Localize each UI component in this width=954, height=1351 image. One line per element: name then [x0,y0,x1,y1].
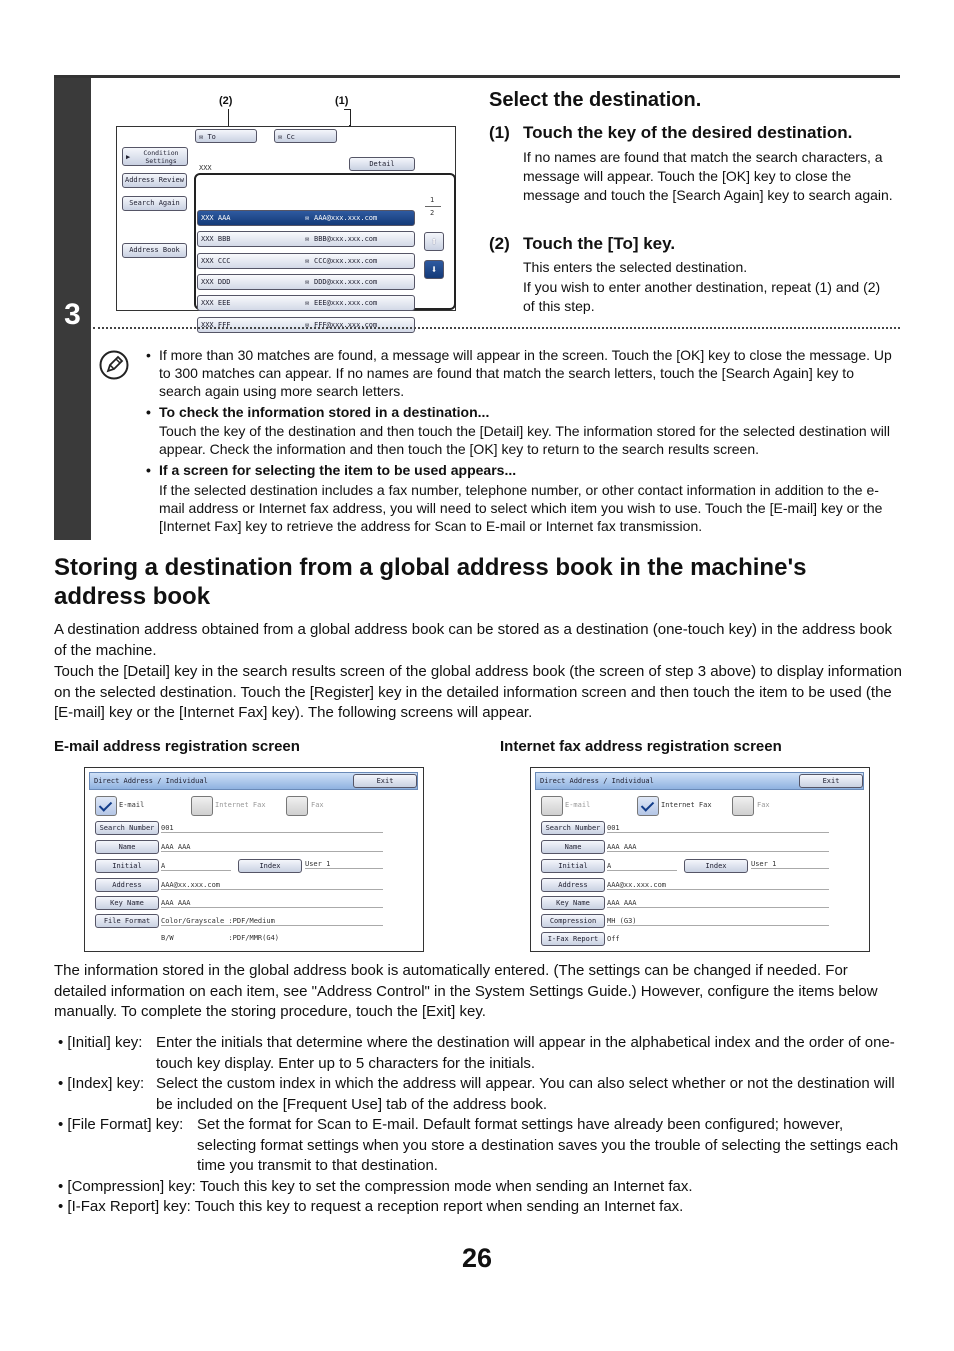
triangle-right-icon: ▶ [126,153,131,161]
closing-paragraph: The information stored in the global address book is automatically entered. (The settings can be changed if needed. For detailed information on each item, see "Address Control" in the System Settings Guide.) However, configure the items below manually. To complete the storing procedure, touch the [Exit] key. [54,962,878,1020]
page-current: 1 [430,196,435,204]
result-email: EEE@xxx.xxx.com [314,299,378,308]
envelope-icon: ✉ [305,320,310,329]
search-query: XXX [199,164,212,172]
fax-checkbox[interactable] [286,796,308,816]
note-2-heading: To check the information stored in a destination... [159,404,490,420]
key-text: Select the custom index in which the address will appear. You can also select whether or not the destination will be included on the [Frequent Use] tab of the address book. [156,1075,895,1113]
envelope-icon: ✉ [199,133,204,141]
callout-2: (2) [219,95,233,107]
arrow-up-icon: ⬆ [430,235,438,248]
key-label: [I-Fax Report] key: [67,1198,191,1215]
key-descriptions [58,1033,900,1218]
search-number-button[interactable]: Search Number [95,821,159,835]
result-name: XXX CCC [201,256,231,265]
section-intro [54,620,904,724]
key-name-value: AAA AAA [161,899,383,908]
search-again-button[interactable]: Search Again [122,196,187,211]
result-email: DDD@xxx.xxx.com [314,277,378,286]
key-name-value: AAA AAA [607,899,829,908]
result-email: AAA@xxx.xxx.com [314,214,378,222]
key-item-index: • [Index] key: Select the custom index in which the address will appear. You can also select whether or not the destination will be included on the [Frequent Use] tab of the address book. [58,1075,895,1113]
note-3-heading: If a screen for selecting the item to be used appears... [159,462,517,478]
email-screen-caption: E-mail address registration screen [54,738,300,755]
note-item: • If a screen for selecting the item to be used appears... [146,462,517,478]
result-row[interactable] [197,210,415,226]
notes-list [146,346,896,535]
result-row[interactable] [197,274,415,290]
address-button[interactable]: Address [541,878,605,892]
index-value: User 1 [751,860,829,869]
address-value: AAA@xx.xxx.com [161,881,383,890]
ifax-report-button[interactable]: I-Fax Report [541,932,605,946]
name-value: AAA AAA [607,843,829,852]
key-item-file-format: • [File Format] key: Set the format for Scan to E-mail. Default format settings have already been configured; however, selecting format settings when you store a destination saves you the trouble of selecting the settings each time you transmit to that destination. [58,1116,899,1174]
callout-1: (1) [335,95,349,107]
result-name: XXX EEE [201,299,231,308]
name-button[interactable]: Name [95,840,159,854]
envelope-icon: ✉ [278,133,283,141]
fax-checkbox-label: Fax [757,801,770,809]
ifax-report-value: Off [607,935,620,943]
file-format-value-color: Color/Grayscale :PDF/Medium [161,917,383,926]
arrow-down-icon: ⬇ [430,263,438,276]
section-title: Storing a destination from a global address book in the machine's address book [54,554,807,610]
scroll-up-button[interactable] [424,232,444,251]
to-label: To [207,133,216,141]
index-button[interactable]: Index [684,859,748,873]
search-results-screen [116,95,456,329]
fax-checkbox-label: Fax [311,801,324,809]
email-registration-screen [84,767,424,952]
key-item-compression: • [Compression] key: Touch this key to set the compression mode when sending an Internet fax. [58,1177,693,1195]
screen-panel [116,126,456,329]
sub2-title: Touch the [To] key. [523,234,676,253]
condition-settings-button[interactable] [122,147,188,166]
page-total: 2 [430,209,435,217]
header-title: Direct Address / Individual [94,777,208,785]
condition-settings-label: Condition Settings [143,149,179,165]
key-label: [File Format] key: [67,1116,184,1133]
name-value: AAA AAA [161,843,383,852]
envelope-icon: ✉ [305,235,310,244]
cc-label: Cc [286,133,295,141]
result-name: XXX DDD [201,277,231,286]
email-checkbox-label: E-mail [119,801,145,809]
result-row[interactable] [197,317,415,333]
key-label: [Initial] key: [67,1034,143,1051]
intro-paragraph-1: A destination address obtained from a global address book can be stored as a destination (one-touch key) in the address book of the machine. [54,621,893,659]
address-button[interactable]: Address [95,878,159,892]
step-title: Select the destination. [489,89,702,111]
header-title: Direct Address / Individual [540,777,654,785]
name-button[interactable]: Name [541,840,605,854]
result-name: XXX BBB [201,235,231,244]
page-divider [425,206,441,207]
envelope-icon: ✉ [305,214,310,222]
file-format-button[interactable]: File Format [95,914,159,928]
key-item-initial: • [Initial] key: Enter the initials that determine where the destination will appear in the alphabetical index and the order of one-touch key display. Enter up to 5 characters for the initials. [58,1034,895,1072]
ifax-registration-screen [530,767,870,952]
key-text: Set the format for Scan to E-mail. Default format settings have already been configured; however, selecting format settings when you store a destination saves you the trouble of selecting the settings each time you transmit to that destination. [197,1116,899,1174]
result-name: XXX FFF [201,320,231,329]
ifax-screen-caption: Internet fax address registration screen [500,738,782,755]
index-button[interactable]: Index [238,859,302,873]
address-review-button[interactable]: Address Review [122,173,187,188]
note-item: • To check the information stored in a destination... [146,404,490,420]
scroll-down-button[interactable] [424,260,444,279]
envelope-icon: ✉ [305,277,310,286]
email-checkbox[interactable] [95,796,117,816]
index-value: User 1 [305,860,383,869]
compression-value: MH (G3) [607,917,829,926]
key-text: Enter the initials that determine where the destination will appear in the alphabetical index and the order of one-touch key display. Enter up to 5 characters for the initials. [156,1034,895,1072]
envelope-icon: ✉ [305,256,310,265]
key-text: Touch this key to request a reception report when sending an Internet fax. [194,1198,684,1215]
note-item: • If more than 30 matches are found, a message will appear in the screen. Touch the [OK] key to close the message. Up to 300 matches can appear. If no names are found that match the search letters, touch the [Search Again] key to search again using more search letters. [146,347,892,399]
internet-fax-checkbox-label: Internet Fax [215,801,266,809]
email-checkbox-label: E-mail [565,801,591,809]
sub2-text2: If you wish to enter another destination, repeat (1) and (2) of this step. [523,279,881,314]
page-number: 26 [461,1243,493,1273]
key-item-ifax-report: • [I-Fax Report] key: Touch this key to request a reception report when sending an Internet fax. [58,1198,684,1215]
sub1-text: If no names are found that match the search characters, a message will appear. Touch the [OK] key to close the message and touch the [Search Again] key to search again. [523,149,893,203]
initial-value: A [161,862,231,871]
envelope-icon: ✉ [305,299,310,308]
initial-button[interactable]: Initial [541,859,605,873]
note-pencil-icon [99,350,129,385]
key-name-button[interactable]: Key Name [541,896,605,910]
to-button[interactable] [195,129,257,143]
internet-fax-checkbox[interactable] [191,796,213,816]
initial-button[interactable]: Initial [95,859,159,873]
fax-checkbox[interactable] [732,796,754,816]
search-number-value: 001 [607,824,829,833]
callout-1-line [344,109,351,126]
key-label: [Index] key: [67,1075,145,1092]
note-2-text: Touch the key of the destination and then touch the [Detail] key. The information stored for the selected destination will appear. Check the information and then touch the [OK] key to return to the search results screen. [159,423,891,457]
compression-button[interactable]: Compression [541,914,605,928]
sub2-number: (2) [489,234,510,253]
result-row[interactable] [197,231,415,247]
result-email: FFF@xxx.xxx.com [314,320,378,329]
address-value: AAA@xx.xxx.com [607,881,829,890]
note-3-text: If the selected destination includes a fax number, telephone number, or other contact information in addition to the e-mail address or Internet fax address, you will need to select which item you wish to use. Touch the [E-mail] key or the [Internet Fax] key to retrieve the address for Scan to E-mail or Internet fax transmission. [159,482,883,534]
note-1-text: If more than 30 matches are found, a message will appear in the screen. Touch the [OK] key to close the message. Up to 300 matches can appear. If no names are found that match the search letters, touch the [Search Again] key to search again using more search letters. [159,347,892,399]
step-number: 3 [64,298,81,331]
initial-value: A [607,862,677,871]
result-row[interactable] [197,253,415,269]
sub1-number: (1) [489,123,510,142]
result-email: CCC@xxx.xxx.com [314,256,378,265]
sub2-text1: This enters the selected destination. [523,259,748,275]
internet-fax-checkbox[interactable] [637,796,659,816]
top-rule [54,75,900,78]
search-number-value: 001 [161,824,383,833]
internet-fax-checkbox-label: Internet Fax [661,801,712,809]
sub1-title: Touch the key of the desired destination. [523,123,853,142]
search-number-button[interactable]: Search Number [541,821,605,835]
key-text: Touch this key to set the compression mode when sending an Internet fax. [199,1177,693,1195]
intro-paragraph-2: Touch the [Detail] key in the search results screen of the global address book (the screen of step 3 above) to display information on the selected destination. Touch the [Register] key in the detailed information screen and then touch the item to be used (the [E-mail] key or the [Internet Fax] key). The following screens will appear. [54,663,902,721]
dotted-separator [93,327,900,329]
result-email: BBB@xxx.xxx.com [314,235,378,244]
key-name-button[interactable]: Key Name [95,896,159,910]
email-checkbox[interactable] [541,796,563,816]
exit-button[interactable]: Exit [799,774,863,788]
key-label: [Compression] key: [67,1177,196,1195]
result-row[interactable] [197,295,415,311]
cc-button[interactable] [274,129,337,143]
result-name: XXX AAA [201,214,231,222]
file-format-value-bw: B/W :PDF/MMR(G4) [161,934,280,942]
address-book-button[interactable]: Address Book [122,243,187,258]
exit-button[interactable]: Exit [353,774,417,788]
detail-button[interactable]: Detail [349,157,415,171]
